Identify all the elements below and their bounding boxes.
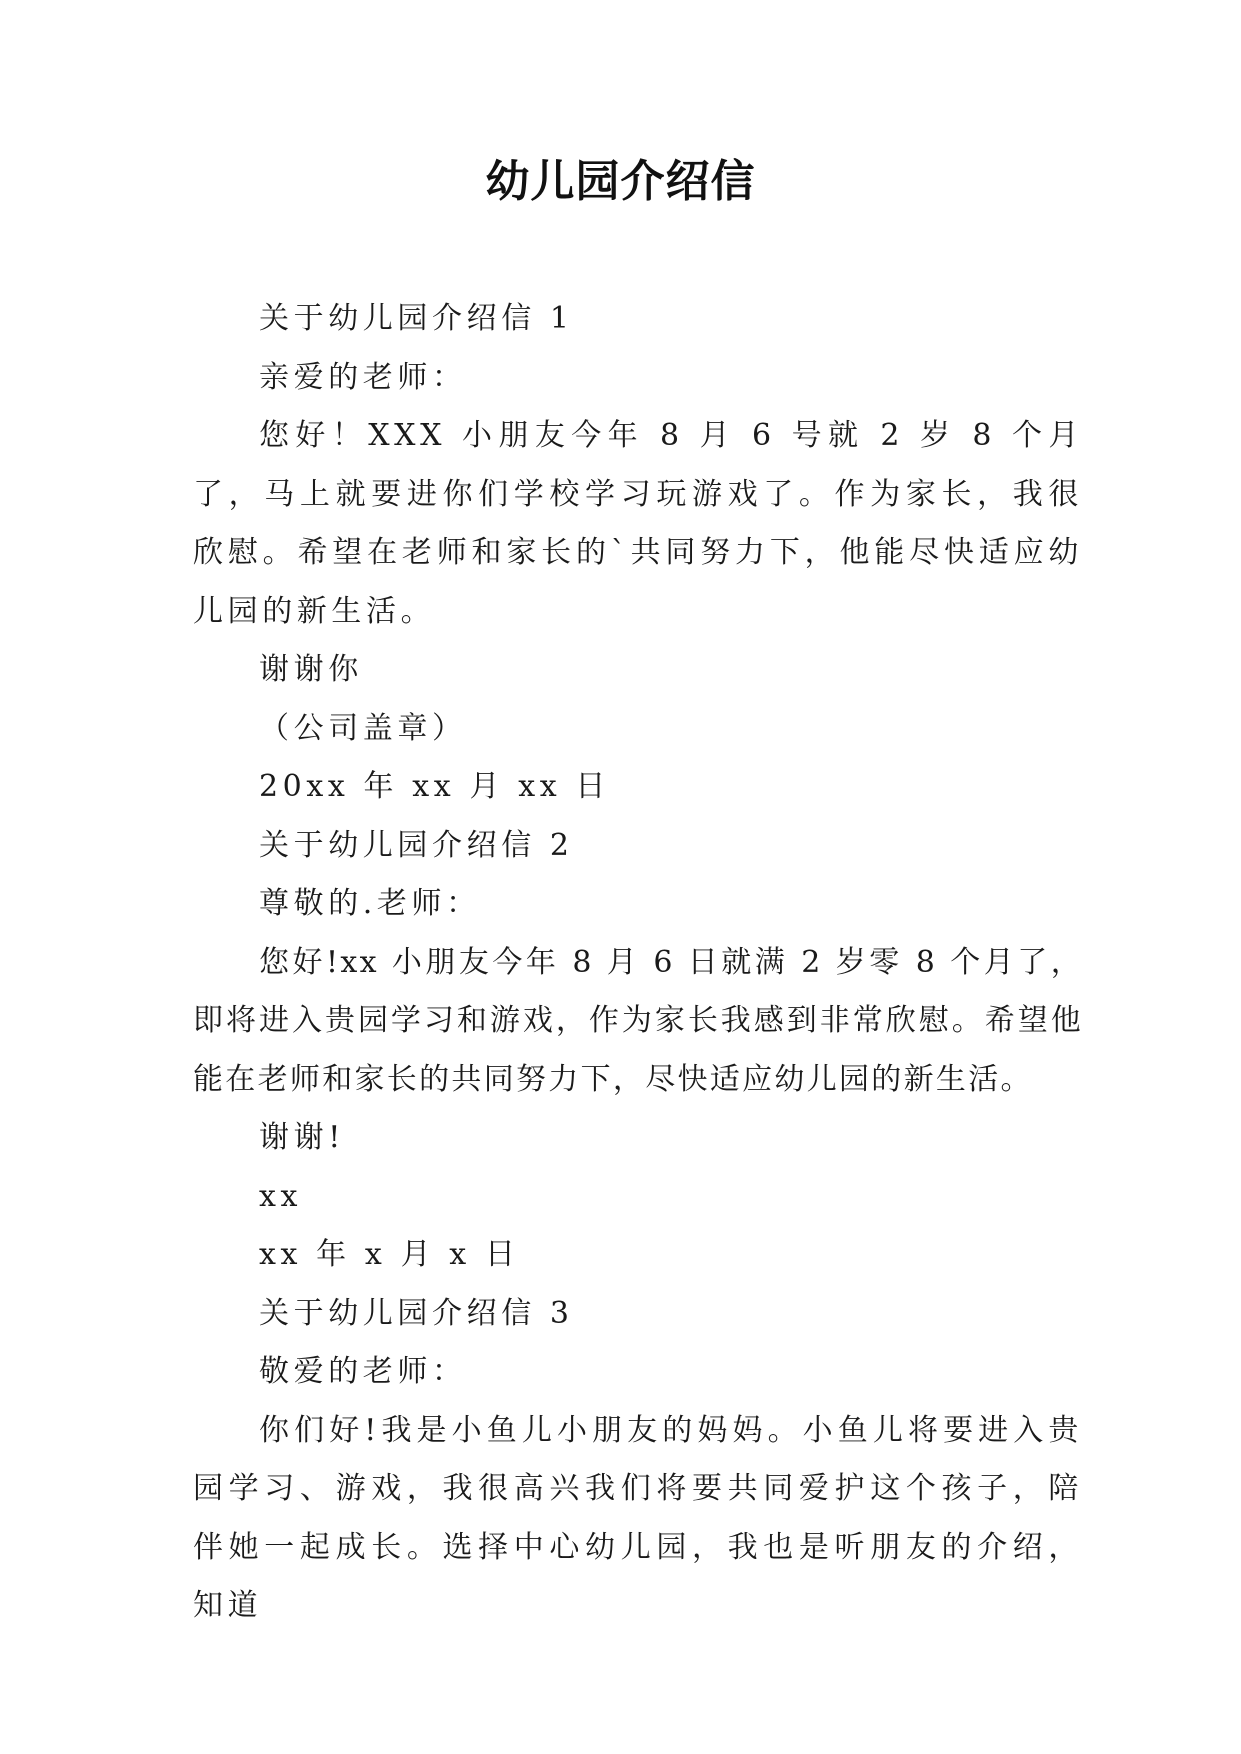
date-2: xx 年 x 月 x 日 bbox=[259, 1237, 520, 1272]
date-1: 20xx 年 xx 月 xx 日 bbox=[259, 769, 610, 804]
document-title: 幼儿园介绍信 bbox=[485, 156, 756, 207]
heading-letter-3: 关于幼儿园介绍信 3 bbox=[259, 1295, 574, 1331]
body-paragraph-2: 您好!xx 小朋友今年 8 月 6 日就满 2 岁零 8 个月了，即将进入贵园学习和游戏，作为家长我感到非常欣慰。希望他能在老师和家长的共同努力下，尽快适应幼儿园的新生活。 bbox=[193, 944, 1083, 1097]
document-body bbox=[193, 290, 1083, 1636]
closing-1: 谢谢你 bbox=[259, 652, 363, 687]
seal-note-1: （公司盖章） bbox=[259, 710, 467, 746]
heading-letter-1: 关于幼儿园介绍信 1 bbox=[259, 301, 574, 336]
salutation-1: 亲爱的老师： bbox=[259, 359, 467, 395]
heading-letter-2: 关于幼儿园介绍信 2 bbox=[259, 827, 574, 863]
body-paragraph-1: 您好！XXX 小朋友今年 8 月 6 号就 2 岁 8 个月了，马上就要进你们学校学习玩游戏了。作为家长，我很欣慰。希望在老师和家长的`共同努力下，他能尽快适应幼儿园的新生活。 bbox=[193, 418, 1083, 629]
body-paragraph-3: 你们好!我是小鱼儿小朋友的妈妈。小鱼儿将要进入贵园学习、游戏，我很高兴我们将要共同爱护这个孩子，陪伴她一起成长。选择中心幼儿园，我也是听朋友的介绍，知道 bbox=[193, 1412, 1083, 1623]
closing-2: 谢谢! bbox=[259, 1120, 345, 1155]
salutation-3: 敬爱的老师： bbox=[259, 1354, 467, 1389]
signature-2: xx bbox=[259, 1178, 303, 1214]
salutation-2: 尊敬的.老师： bbox=[259, 886, 481, 921]
